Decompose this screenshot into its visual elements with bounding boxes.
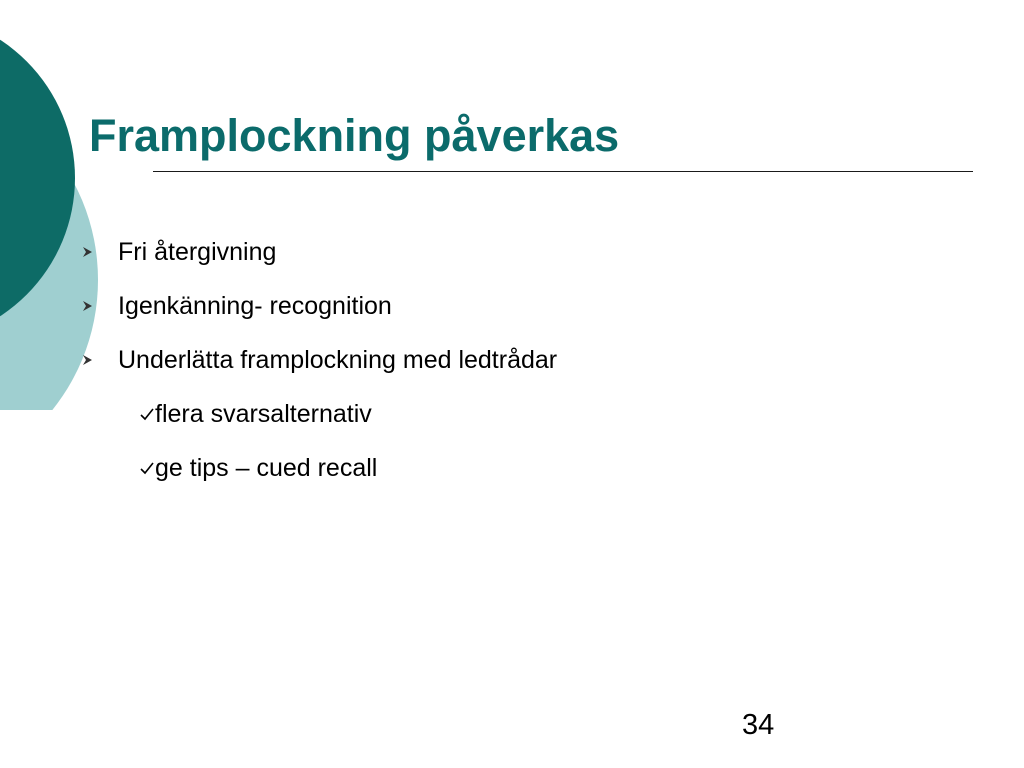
bullet-text: Igenkänning- recognition [118, 291, 392, 320]
page-number: 34 [742, 709, 775, 741]
title-underline [153, 171, 973, 172]
checkmark-icon [139, 458, 155, 478]
bullet-item [82, 225, 557, 279]
slide-title: Framplockning påverkas [89, 110, 620, 161]
checkmark-icon [139, 404, 155, 424]
arrow-bullet-icon [82, 350, 118, 370]
arrow-bullet-icon [82, 296, 118, 316]
sub-bullet-text: ge tips – cued recall [155, 453, 378, 482]
bullet-item [82, 279, 557, 333]
sub-bullet-item [82, 441, 557, 495]
bullet-text: Fri återgivning [118, 237, 277, 266]
sub-bullet-item [82, 387, 557, 441]
arrow-bullet-icon [82, 242, 118, 262]
bullet-list [82, 225, 557, 495]
sub-bullet-text: flera svarsalternativ [155, 399, 372, 428]
bullet-item [82, 333, 557, 387]
bullet-text: Underlätta framplockning med ledtrådar [118, 345, 558, 374]
